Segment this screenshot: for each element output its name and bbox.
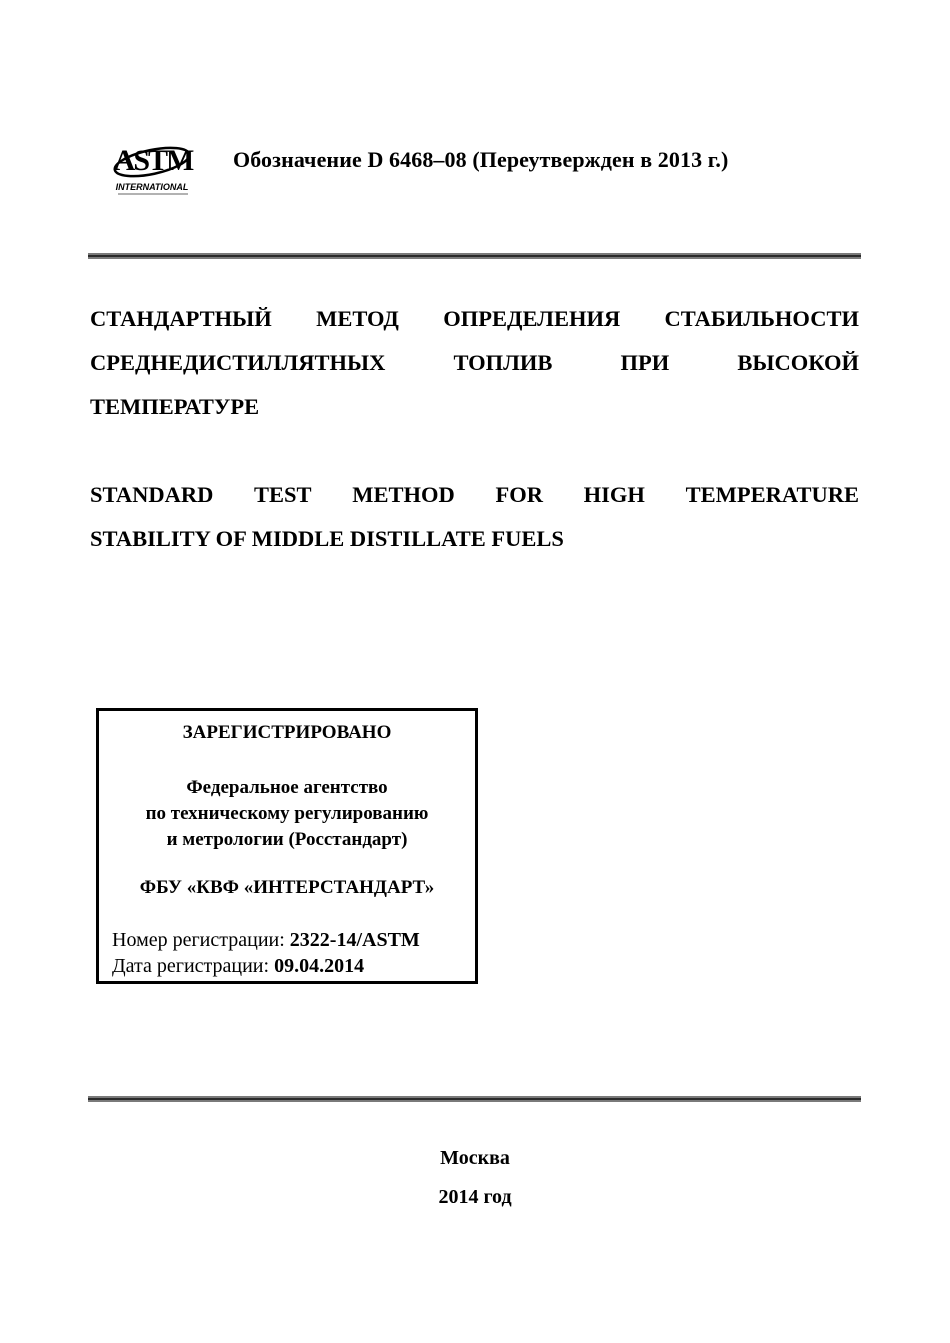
title-word: HIGH (583, 482, 645, 507)
publication-year: 2014 год (438, 1186, 512, 1208)
bottom-divider (88, 1096, 861, 1102)
agency-line: Федеральное агентство (186, 777, 388, 798)
agency-line: и метрологии (Росстандарт) (166, 829, 408, 850)
title-word: FOR (495, 482, 543, 507)
title-word: STABILITY OF MIDDLE DISTILLATE FUELS (90, 526, 564, 551)
registration-agency (99, 775, 475, 853)
title-word: ТЕМПЕРАТУРЕ (90, 394, 260, 419)
registration-date-value: 09.04.2014 (274, 955, 365, 977)
title-word: ТОПЛИВ (453, 350, 553, 375)
title-line (90, 385, 859, 429)
title-word: ВЫСОКОЙ (737, 350, 859, 375)
title-word: СТАБИЛЬНОСТИ (664, 306, 859, 331)
registration-heading: ЗАРЕГИСТРИРОВАНО (182, 722, 392, 743)
registration-date (112, 953, 420, 979)
registration-stamp (96, 708, 478, 984)
registration-number-label: Номер регистрации: (112, 929, 290, 951)
astm-international-logo-icon (110, 126, 196, 200)
title-word: METHOD (352, 482, 455, 507)
registration-number-value: 2322-14/ASTM (289, 929, 420, 951)
title-line (90, 473, 859, 517)
top-divider (88, 253, 861, 259)
title-word: TEMPERATURE (685, 482, 859, 507)
title-word: STANDARD (90, 482, 214, 507)
title-line (90, 517, 859, 561)
title-line (90, 297, 859, 341)
title-word: МЕТОД (316, 306, 399, 331)
title-word: ПРИ (620, 350, 670, 375)
registration-date-label: Дата регистрации: (112, 955, 275, 977)
publication-place: Москва (440, 1147, 510, 1169)
title-word: СТАНДАРТНЫЙ (90, 306, 272, 331)
title-word: СРЕДНЕДИСТИЛЛЯТНЫХ (90, 350, 386, 375)
svg-text:INTERNATIONAL: INTERNATIONAL (115, 182, 189, 192)
registration-details (112, 927, 420, 979)
title-line (90, 341, 859, 385)
registration-organization: ФБУ «КВФ «ИНТЕРСТАНДАРТ» (139, 877, 435, 898)
registration-number (112, 927, 420, 953)
title-word: ОПРЕДЕЛЕНИЯ (443, 306, 621, 331)
svg-text:ASTM: ASTM (113, 144, 193, 177)
title-russian (90, 297, 859, 429)
title-word: TEST (254, 482, 312, 507)
agency-line: по техническому регулированию (145, 803, 429, 824)
title-english (90, 473, 859, 561)
document-designation: Обозначение D 6468–08 (Переутвержден в 2013 г.) (233, 147, 729, 172)
